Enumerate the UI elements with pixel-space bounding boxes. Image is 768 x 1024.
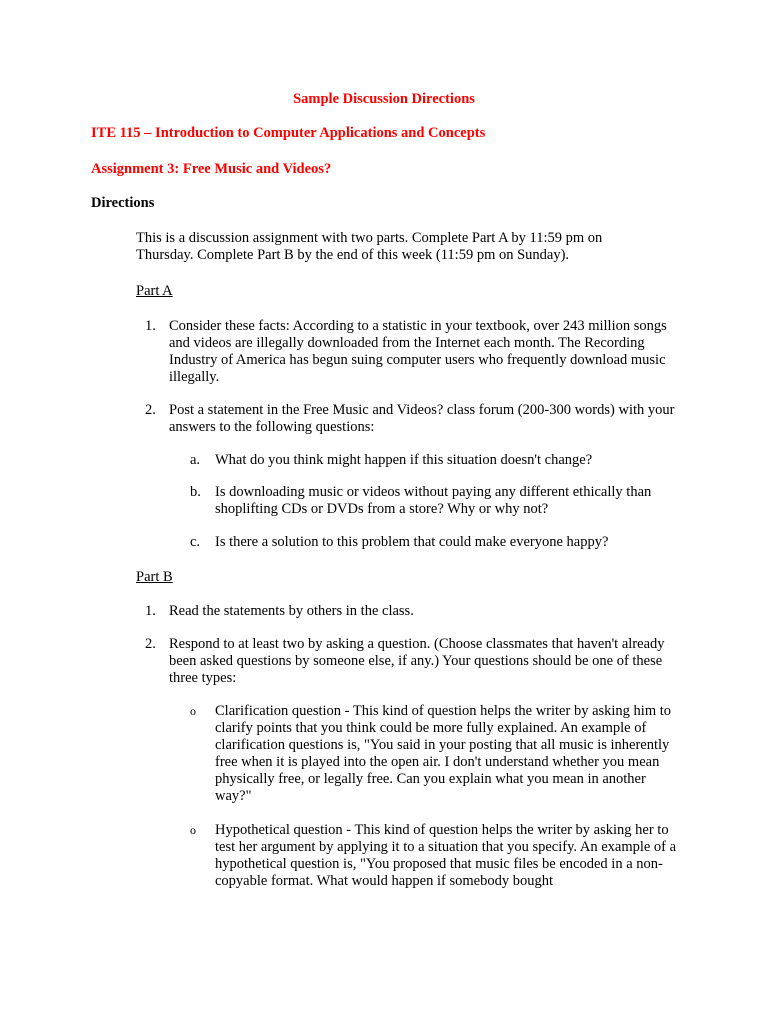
list-marker: 2. (145, 636, 156, 652)
sub-list-marker: c. (190, 534, 201, 550)
list-marker: 1. (145, 318, 156, 334)
list-item-text: Consider these facts: According to a statistic in your textbook, over 243 million songs and videos are illegally downloaded from the Internet each month. The Recording Industry of America has begun suing computer users who frequently download music illegally. (169, 318, 667, 385)
list-item-text: Respond to at least two by asking a question. (Choose classmates that haven't already been asked questions by someone else, if any.) Your questions should be one of these three types: (169, 636, 665, 686)
sub-list-item-text: Is there a solution to this problem that could make everyone happy? (215, 534, 609, 550)
document-title: Sample Discussion Directions (293, 91, 475, 107)
sub-list-item-text: Is downloading music or videos without paying any different ethically than shoplifting CDs or DVDs from a store? Why or why not? (215, 484, 652, 517)
list-marker: 2. (145, 402, 156, 418)
course-title: ITE 115 – Introduction to Computer Applications and Concepts (91, 125, 486, 141)
sub-list-item-text: What do you think might happen if this situation doesn't change? (215, 452, 593, 468)
directions-heading: Directions (91, 195, 155, 211)
list-item-text: Post a statement in the Free Music and Videos? class forum (200-300 words) with your answers to the following questions: (169, 402, 675, 435)
list-marker: 1. (145, 603, 156, 619)
part-b-heading: Part B (136, 569, 173, 585)
sub-list-marker: b. (190, 484, 201, 500)
bullet-item-text: Clarification question - This kind of question helps the writer by asking him to clarify points that you think could be more fully explained. An example of clarification questions is, "You said in your posting that all music is inherently free when it is played into the open air. I don't understand whether you mean physically free, or legally free. Can you explain what you mean in another way?" (215, 703, 672, 804)
assignment-title: Assignment 3: Free Music and Videos? (91, 161, 332, 177)
list-item-text: Read the statements by others in the class. (169, 603, 414, 619)
intro-paragraph: This is a discussion assignment with two parts. Complete Part A by 11:59 pm on Thursday. Complete Part B by the end of this week (11:59 pm on Sunday). (136, 230, 603, 263)
bullet-marker: o (190, 704, 196, 718)
bullet-marker: o (190, 823, 196, 837)
bullet-item-text: Hypothetical question - This kind of question helps the writer by asking her to test her argument by applying it to a situation that you specify. An example of a hypothetical question is, "You proposed that music files be encoded in a non-copyable format. What would happen if somebody bought (215, 822, 677, 889)
sub-list-marker: a. (190, 452, 201, 468)
part-a-heading: Part A (136, 283, 173, 299)
